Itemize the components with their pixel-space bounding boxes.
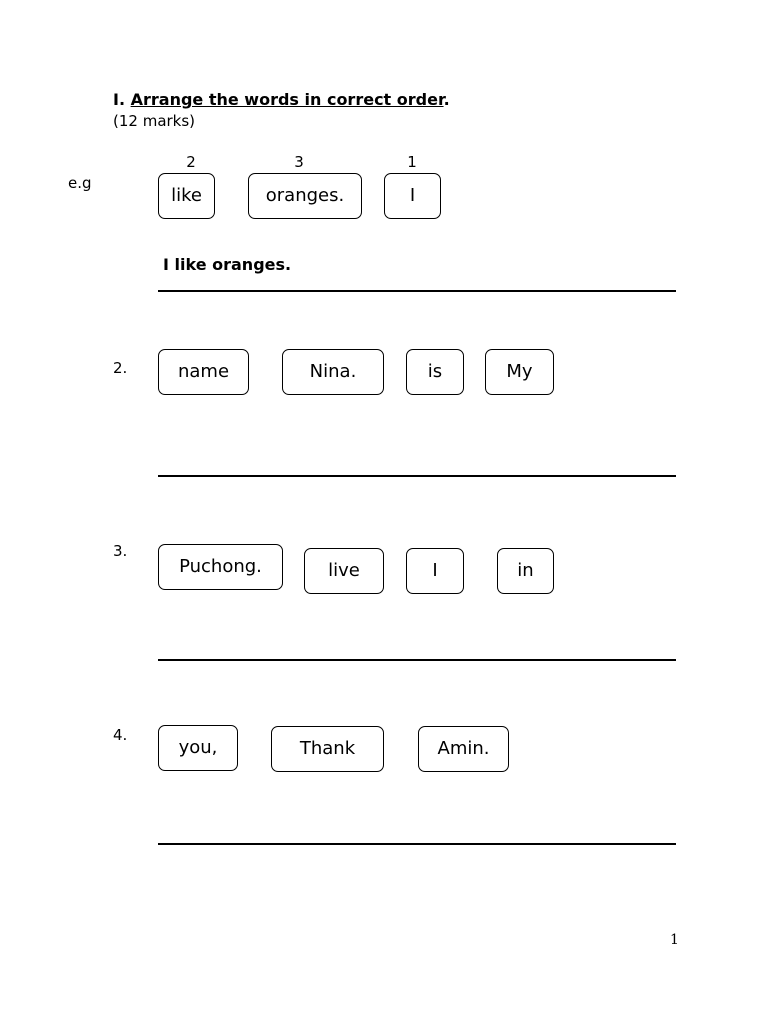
example-label: e.g <box>68 174 92 192</box>
section-heading <box>113 90 450 109</box>
answer-line <box>158 475 676 477</box>
word-card: Thank <box>271 726 384 772</box>
order-number: 3 <box>294 153 304 171</box>
word-card: Nina. <box>282 349 384 395</box>
example-answer: I like oranges. <box>163 255 292 274</box>
answer-line <box>158 659 676 661</box>
word-card: Puchong. <box>158 544 283 590</box>
word-card: I <box>406 548 464 594</box>
marks-label: (12 marks) <box>113 112 196 130</box>
word-card: is <box>406 349 464 395</box>
word-card: I <box>384 173 441 219</box>
word-card: you, <box>158 725 238 771</box>
instruction-period: . <box>443 90 450 109</box>
word-card: oranges. <box>248 173 362 219</box>
question-number: 2. <box>113 359 128 377</box>
instruction-text: Arrange the words in correct order <box>130 90 444 109</box>
word-card: in <box>497 548 554 594</box>
order-number: 1 <box>407 153 417 171</box>
word-card: name <box>158 349 249 395</box>
question-number: 3. <box>113 542 128 560</box>
word-card: My <box>485 349 554 395</box>
answer-line <box>158 843 676 845</box>
word-card: Amin. <box>418 726 509 772</box>
order-number: 2 <box>186 153 196 171</box>
answer-line <box>158 290 676 292</box>
question-number: 4. <box>113 726 128 744</box>
word-card: live <box>304 548 384 594</box>
word-card: like <box>158 173 215 219</box>
section-numeral: I. <box>113 90 126 109</box>
page-number: 1 <box>670 932 679 948</box>
